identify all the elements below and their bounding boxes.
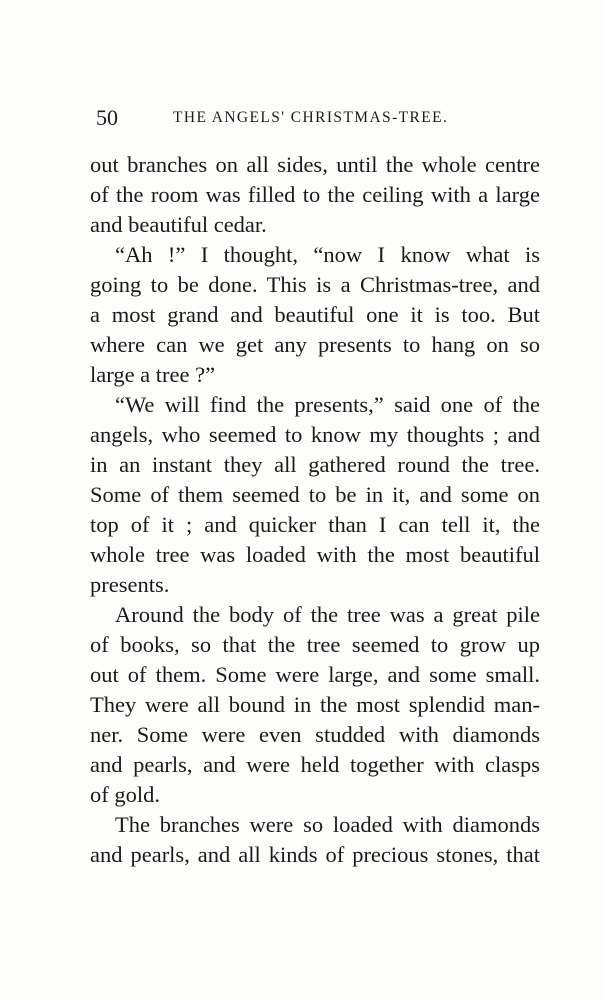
text-line: of gold. — [90, 782, 160, 807]
text-line: presents. — [90, 572, 170, 597]
text-line: The branches were so loaded with diamonds — [115, 812, 540, 837]
text-line: in an instant they all gathered round the tree. — [90, 452, 540, 477]
text-line: and pearls, and were held together with clasps — [90, 752, 540, 777]
text-line: going to be done. This is a Christmas-tree, and — [90, 272, 540, 297]
text-line: and pearls, and all kinds of precious stones, that — [90, 842, 540, 867]
text-line: large a tree ?” — [90, 362, 216, 387]
running-title: THE ANGELS' CHRISTMAS-TREE. — [173, 109, 449, 126]
page-number: 50 — [96, 105, 118, 130]
text-line: Some of them seemed to be in it, and some on — [90, 482, 540, 507]
text-line: “We will find the presents,” said one of the — [115, 392, 540, 417]
page-header — [96, 105, 536, 135]
text-line: and beautiful cedar. — [90, 212, 267, 237]
text-line: They were all bound in the most splendid man- — [90, 692, 540, 717]
text-line: where can we get any presents to hang on so — [90, 332, 540, 357]
text-line: whole tree was loaded with the most beautiful — [90, 542, 540, 567]
text-line: top of it ; and quicker than I can tell it, the — [90, 512, 540, 537]
text-line: out branches on all sides, until the whole centre — [90, 152, 540, 177]
text-line: of the room was filled to the ceiling with a large — [90, 182, 540, 207]
text-line: of books, so that the tree seemed to grow up — [90, 632, 540, 657]
text-line: ner. Some were even studded with diamonds — [90, 722, 540, 747]
text-line: a most grand and beautiful one it is too. But — [90, 302, 540, 327]
text-line: out of them. Some were large, and some small. — [90, 662, 540, 687]
text-line: angels, who seemed to know my thoughts ; and — [90, 422, 540, 447]
text-line: “Ah !” I thought, “now I know what is — [115, 242, 540, 267]
text-line: Around the body of the tree was a great pile — [115, 602, 540, 627]
